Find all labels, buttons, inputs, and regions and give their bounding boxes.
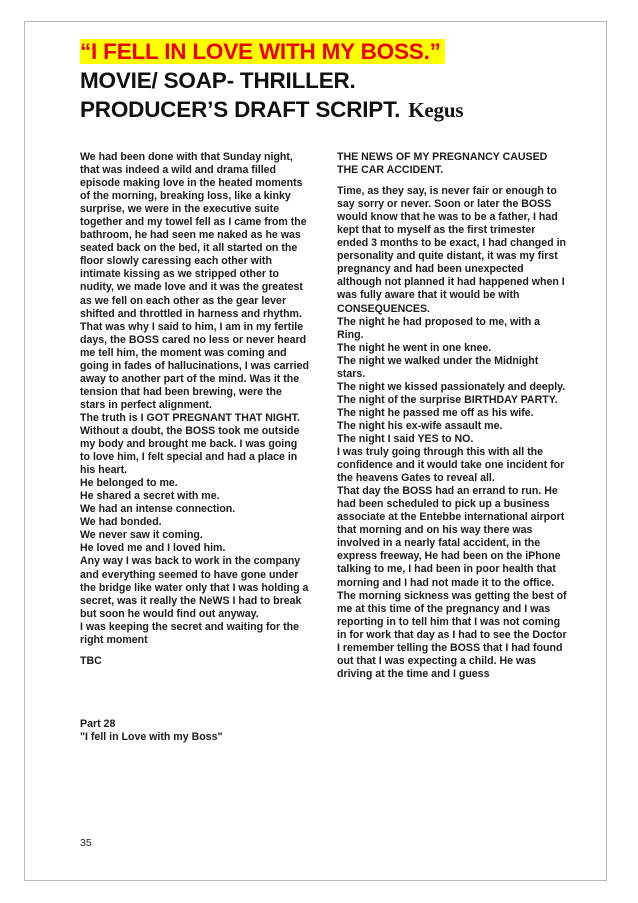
- left-paragraph-1: We had been done with that Sunday night, that was indeed a wild and drama filled episode making love in the heated moments of the morning, breaking loss, like a kinky surprise, we were in the executive suite together and my towel fell as I came from the bathroom, he had seen me naked as he was seated back on the bed, it all started on the floor slowly caressing each other with intimate kissing as we stripped other to nudity, we made love and it was the greatest as we fell on each other as the gear lever shifted and throttled in harness and rhythm.: [80, 151, 307, 320]
- right-paragraph-2: I was truly going through this with all the confidence and it would take one incident for the heavens Gates to reveal all.: [337, 446, 565, 485]
- right-heading: THE NEWS OF MY PREGNANCY CAUSED THE CAR ACCIDENT.: [337, 151, 548, 177]
- title-line-3: [80, 95, 580, 125]
- right-line-5: The night of the surprise BIRTHDAY PARTY.: [337, 393, 558, 406]
- title-highlight: “I FELL IN LOVE WITH MY BOSS.”: [80, 39, 445, 64]
- title-line-1: [80, 37, 580, 66]
- right-line-3: The night we walked under the Midnight stars.: [337, 354, 539, 380]
- tbc-label: TBC: [80, 654, 102, 667]
- left-line-2: He shared a secret with me.: [80, 490, 220, 503]
- title-line-3-text: PRODUCER’S DRAFT SCRIPT.: [80, 97, 401, 122]
- left-paragraph-4: Any way I was back to work in the company and everything seemed to have gone under the bridge like water only that I was holding a secret, was it really the NeWS I had to break but soon he would find out anyway.: [80, 555, 309, 620]
- right-paragraph-3: That day the BOSS had an errand to run. He had been scheduled to pick up a business associate at the Entebbe international airport that morning and on his way there was involved in a nearly fatal accident, in the express freeway, He had been on the iPhone talking to me, I had been in poor health that morning and I had not made it to the office.: [337, 485, 565, 589]
- left-line-6: He loved me and I loved him.: [80, 542, 226, 555]
- left-paragraph-5: I was keeping the secret and waiting for the right moment: [80, 620, 299, 646]
- right-paragraph-4: The morning sickness was getting the best of me at this time of the pregnancy and I was reporting in to tell him that I was not coming in for work that day as I had to see the Doctor: [337, 589, 567, 641]
- right-line-6: The night he passed me off as his wife.: [337, 406, 534, 419]
- part-number: Part 28: [80, 717, 116, 730]
- right-line-7: The night his ex-wife assault me.: [337, 419, 503, 432]
- left-column: [80, 151, 310, 744]
- page-header: [80, 37, 580, 125]
- right-line-1: The night he had proposed to me, with a Ring.: [337, 315, 541, 341]
- author-name: Kegus: [408, 98, 464, 122]
- right-line-2: The night he went in one knee.: [337, 341, 492, 354]
- right-paragraph-1: Time, as they say, is never fair or enough to say sorry or never. Soon or later the BOSS would know that he was to be a father, I had kept that to myself as the first trimester ended 3 months to be exact, I had changed in personality and quite distant, it was my first pregnancy and had been unexpected although not planned it had happened when I was fully aware that it would be with CONSEQUENCES.: [337, 185, 566, 315]
- part-title: "I fell in Love with my Boss": [80, 730, 223, 743]
- left-line-4: We had bonded.: [80, 516, 162, 529]
- right-column: [337, 151, 569, 681]
- right-line-8: The night I said YES to NO.: [337, 432, 474, 445]
- left-line-5: We never saw it coming.: [80, 529, 203, 542]
- left-line-1: He belonged to me.: [80, 477, 178, 490]
- right-line-4: The night we kissed passionately and deeply.: [337, 380, 566, 393]
- left-line-3: We had an intense connection.: [80, 503, 236, 516]
- right-paragraph-5: I remember telling the BOSS that I had found out that I was expecting a child. He was driving at the time and I guess: [337, 641, 563, 680]
- left-paragraph-3: The truth is I GOT PREGNANT THAT NIGHT. Without a doubt, the BOSS took me outside my body and brought me back. I was going to love him, I felt special and had a place in his heart.: [80, 411, 300, 477]
- left-paragraph-2: That was why I said to him, I am in my fertile days, the BOSS cared no less or never heard me tell him, the moment was coming and going in fades of hallucinations, I was carried away to another part of the mind. Was it the tension that had been brewing, were the stars in perfect alignment.: [80, 320, 309, 411]
- page-number: 35: [80, 837, 92, 849]
- title-line-2: MOVIE/ SOAP- THRILLER.: [80, 68, 356, 93]
